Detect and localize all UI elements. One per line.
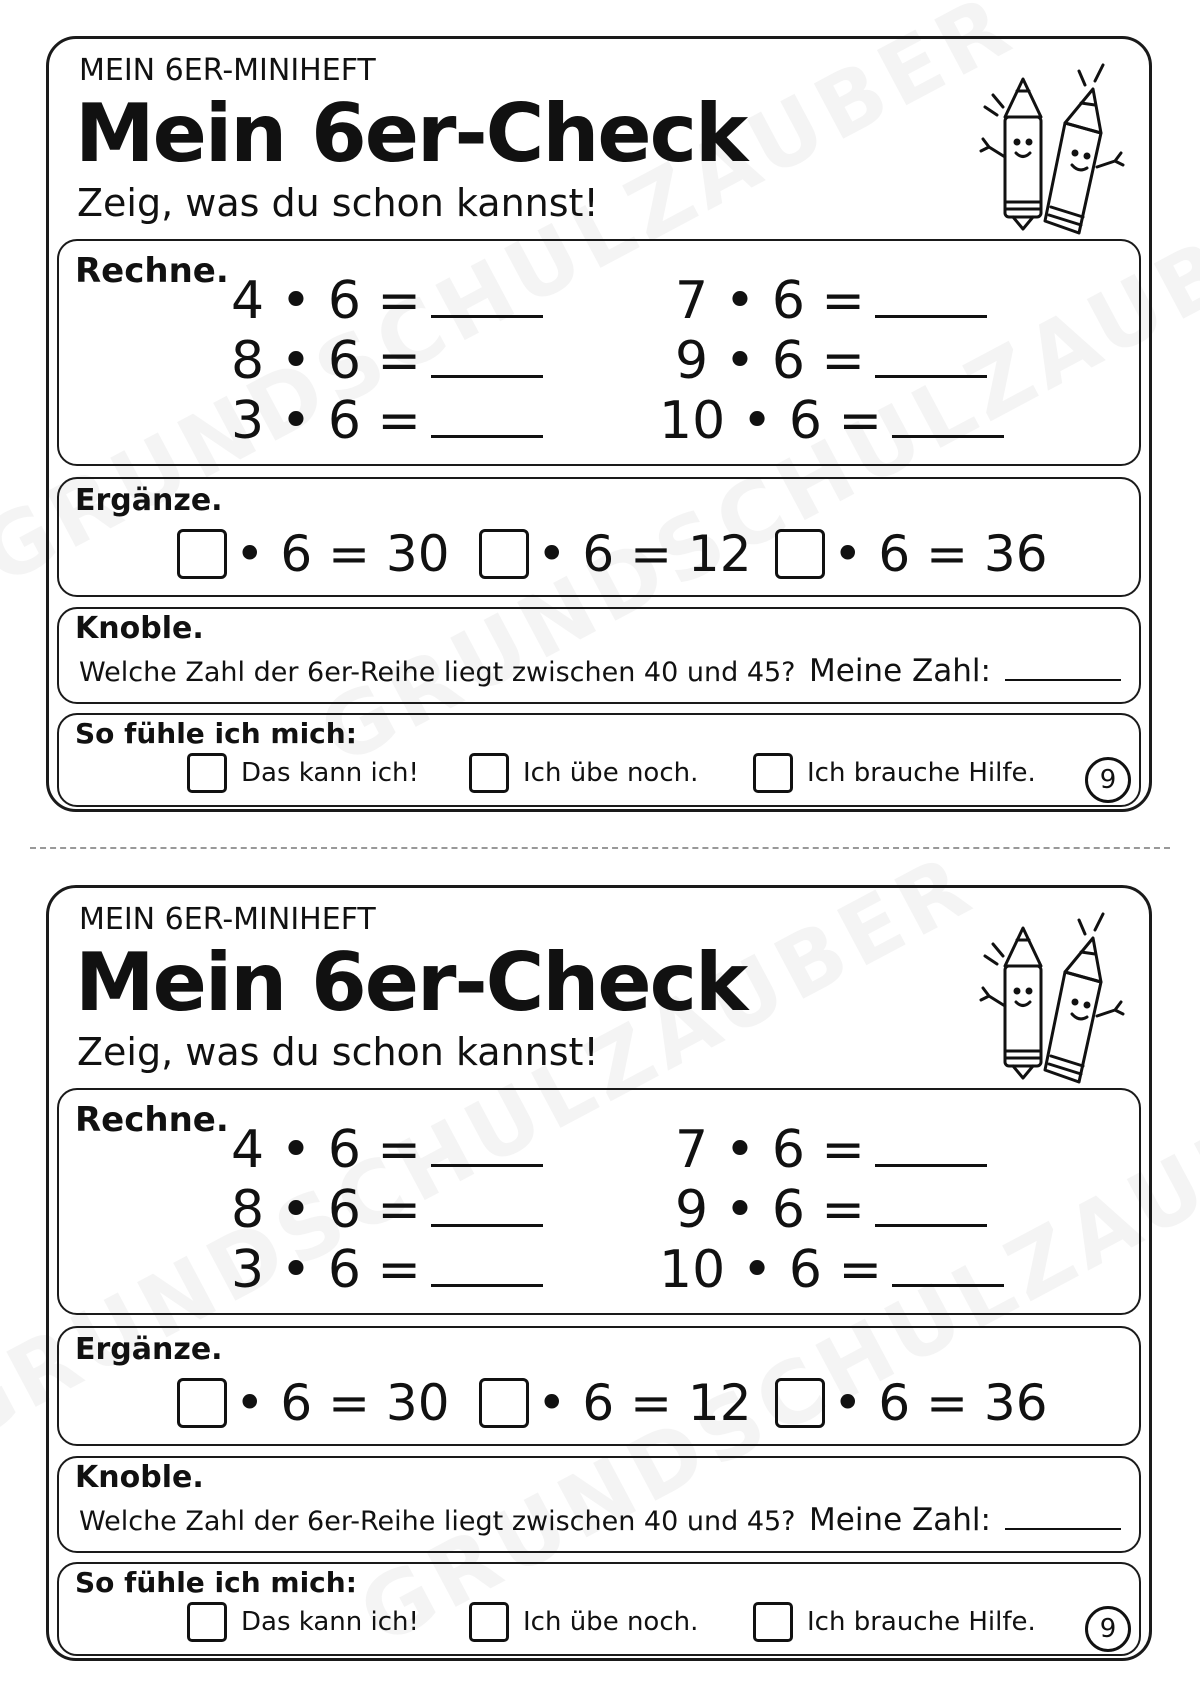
section-label: So fühle ich mich: (75, 1566, 357, 1599)
section-rechne (57, 239, 1141, 466)
fill-in-task: • 6 = 12 (479, 525, 752, 583)
feeling-option: Ich brauche Hilfe. (753, 1602, 1036, 1642)
section-ergaenze (57, 1326, 1141, 1446)
answer-box[interactable] (177, 1378, 227, 1428)
fill-in-task: • 6 = 30 (177, 525, 450, 583)
section-label: Knoble. (75, 611, 204, 646)
calc-task: 8 • 6 = (231, 331, 543, 391)
section-feeling (57, 1562, 1141, 1656)
puzzle-answer: Meine Zahl: (809, 1502, 1121, 1538)
section-label: So fühle ich mich: (75, 717, 357, 750)
feeling-checkbox[interactable] (753, 1602, 793, 1642)
feeling-checkbox[interactable] (469, 753, 509, 793)
calc-task: 8 • 6 = (231, 1180, 543, 1240)
feeling-checkbox[interactable] (187, 753, 227, 793)
section-label: Rechne. (75, 1100, 229, 1140)
mini-booklet-card (46, 885, 1152, 1661)
page-number: 9 (1085, 757, 1131, 803)
page-subtitle: Zeig, was du schon kannst! (77, 181, 599, 225)
answer-blank[interactable] (875, 1223, 987, 1227)
booklet-kicker: MEIN 6ER-MINIHEFT (79, 53, 376, 88)
fill-in-task: • 6 = 30 (177, 1374, 450, 1432)
answer-blank[interactable] (431, 434, 543, 438)
calc-task: 10 • 6 = (659, 1240, 1004, 1300)
section-ergaenze (57, 477, 1141, 597)
answer-blank[interactable] (1005, 678, 1121, 681)
answer-box[interactable] (775, 529, 825, 579)
answer-blank[interactable] (892, 434, 1004, 438)
calc-task: 7 • 6 = (675, 271, 987, 331)
answer-blank[interactable] (875, 374, 987, 378)
answer-blank[interactable] (431, 374, 543, 378)
booklet-kicker: MEIN 6ER-MINIHEFT (79, 902, 376, 937)
feeling-option: Ich brauche Hilfe. (753, 753, 1036, 793)
calc-task: 3 • 6 = (231, 1240, 543, 1300)
calc-task: 10 • 6 = (659, 391, 1004, 451)
fill-in-task: • 6 = 36 (775, 525, 1048, 583)
feeling-checkbox[interactable] (469, 1602, 509, 1642)
calc-task: 4 • 6 = (231, 1120, 543, 1180)
puzzle-question: Welche Zahl der 6er-Reihe liegt zwischen 40 und 45? (79, 1506, 796, 1537)
section-rechne (57, 1088, 1141, 1315)
feeling-option: Das kann ich! (187, 1602, 419, 1642)
mini-booklet-card (46, 36, 1152, 812)
cut-line-divider (30, 847, 1170, 849)
feeling-option: Ich übe noch. (469, 753, 698, 793)
section-label: Knoble. (75, 1460, 204, 1495)
fill-in-task: • 6 = 36 (775, 1374, 1048, 1432)
answer-box[interactable] (479, 529, 529, 579)
fill-in-task: • 6 = 12 (479, 1374, 752, 1432)
answer-blank[interactable] (431, 1223, 543, 1227)
puzzle-question: Welche Zahl der 6er-Reihe liegt zwischen 40 und 45? (79, 657, 796, 688)
calc-task: 9 • 6 = (675, 331, 987, 391)
answer-blank[interactable] (1005, 1527, 1121, 1530)
section-feeling (57, 713, 1141, 807)
answer-box[interactable] (775, 1378, 825, 1428)
calc-task: 4 • 6 = (231, 271, 543, 331)
calc-task: 9 • 6 = (675, 1180, 987, 1240)
calc-task: 3 • 6 = (231, 391, 543, 451)
pencils-illustration-icon (975, 57, 1145, 237)
feeling-option: Ich übe noch. (469, 1602, 698, 1642)
section-knoble (57, 1456, 1141, 1553)
page-title: Mein 6er-Check (75, 936, 747, 1029)
feeling-checkbox[interactable] (187, 1602, 227, 1642)
answer-blank[interactable] (875, 314, 987, 318)
answer-blank[interactable] (431, 1283, 543, 1287)
page-number: 9 (1085, 1606, 1131, 1652)
page-subtitle: Zeig, was du schon kannst! (77, 1030, 599, 1074)
page-title: Mein 6er-Check (75, 87, 747, 180)
section-label: Ergänze. (75, 1332, 223, 1367)
answer-box[interactable] (479, 1378, 529, 1428)
answer-blank[interactable] (892, 1283, 1004, 1287)
answer-box[interactable] (177, 529, 227, 579)
section-label: Rechne. (75, 251, 229, 291)
feeling-option: Das kann ich! (187, 753, 419, 793)
feeling-checkbox[interactable] (753, 753, 793, 793)
pencils-illustration-icon (975, 906, 1145, 1086)
answer-blank[interactable] (431, 1163, 543, 1167)
calc-task: 7 • 6 = (675, 1120, 987, 1180)
answer-blank[interactable] (431, 314, 543, 318)
puzzle-answer: Meine Zahl: (809, 653, 1121, 689)
section-knoble (57, 607, 1141, 704)
section-label: Ergänze. (75, 483, 223, 518)
answer-blank[interactable] (875, 1163, 987, 1167)
